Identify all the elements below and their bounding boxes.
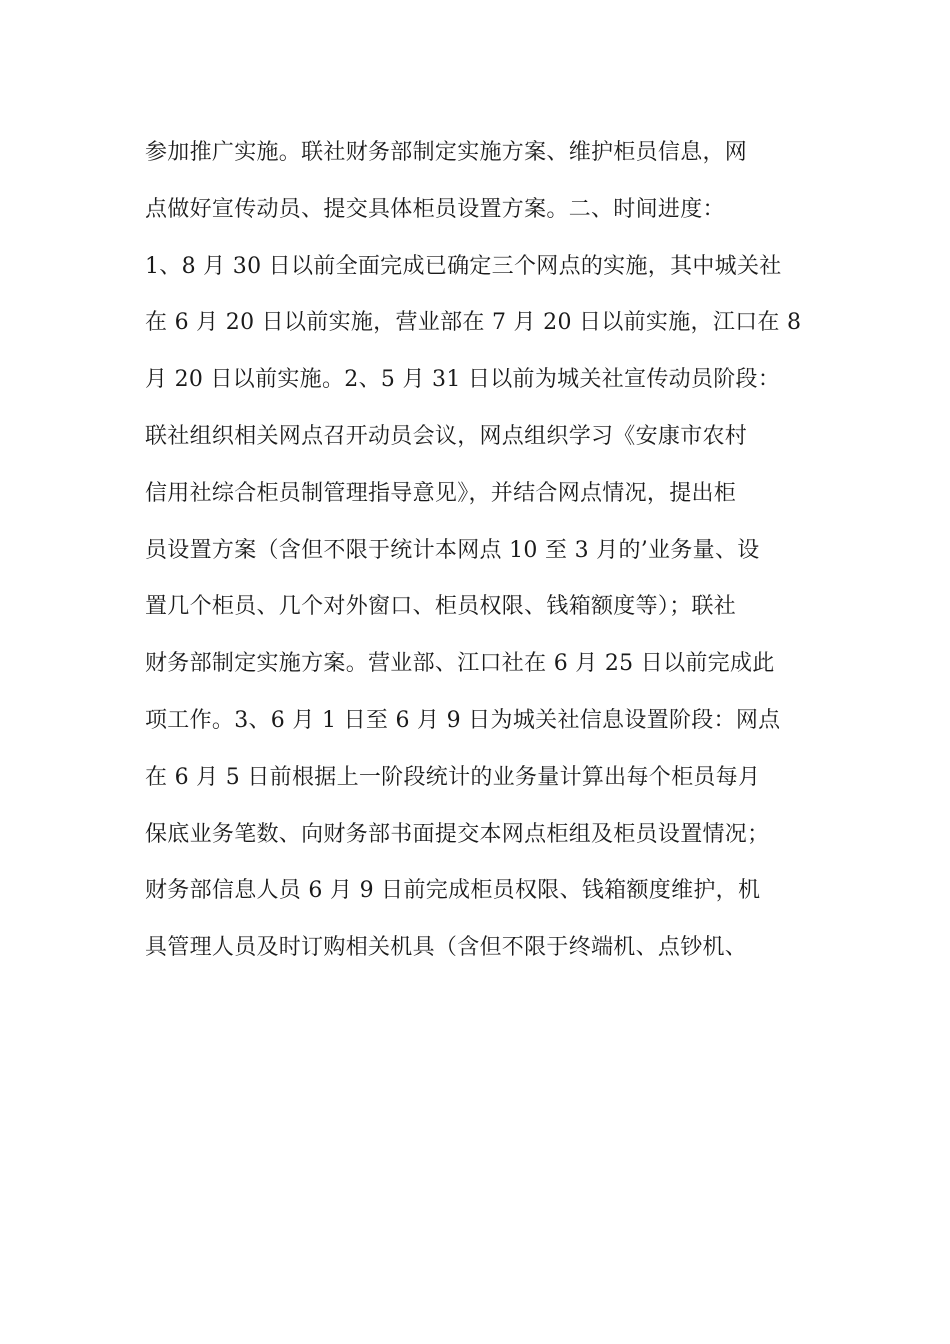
- text-line: 点做好宣传动员、提交具体柜员设置方案。二、时间进度：: [145, 196, 725, 222]
- text-line: 员设置方案（含但不限于统计本网点 10 至 3 月的’业务量、设: [145, 537, 760, 563]
- text-line: 保底业务笔数、向财务部书面提交本网点柜组及柜员设置情况；: [145, 821, 770, 847]
- text-line: 信用社综合柜员制管理指导意见》，并结合网点情况，提出柜: [145, 480, 737, 506]
- text-line: 月 20 日以前实施。2、5 月 31 日以前为城关社宣传动员阶段：: [145, 367, 781, 393]
- text-line: 在 6 月 5 日前根据上一阶段统计的业务量计算出每个柜员每月: [145, 764, 761, 790]
- text-line: 项工作。3、6 月 1 日至 6 月 9 日为城关社信息设置阶段：网点: [145, 707, 781, 733]
- text-line: 参加推广实施。联社财务部制定实施方案、维护柜员信息，网: [145, 140, 748, 165]
- document-body: [145, 132, 825, 984]
- text-line: 联社组织相关网点召开动员会议，网点组织学习《安康市农村: [145, 423, 748, 449]
- text-line: 在 6 月 20 日以前实施，营业部在 7 月 20 日以前实施，江口在 8: [145, 310, 802, 336]
- text-line: 具管理人员及时订购相关机具（含但不限于终端机、点钞机、: [145, 935, 748, 961]
- text-line: 财务部制定实施方案。营业部、江口社在 6 月 25 日以前完成此: [145, 651, 775, 677]
- text-line: 1、8 月 30 日以前全面完成已确定三个网点的实施，其中城关社: [145, 253, 782, 279]
- text-line: 置几个柜员、几个对外窗口、柜员权限、钱箱额度等）；联社: [145, 594, 737, 620]
- text-line: 财务部信息人员 6 月 9 日前完成柜员权限、钱箱额度维护，机: [145, 878, 761, 904]
